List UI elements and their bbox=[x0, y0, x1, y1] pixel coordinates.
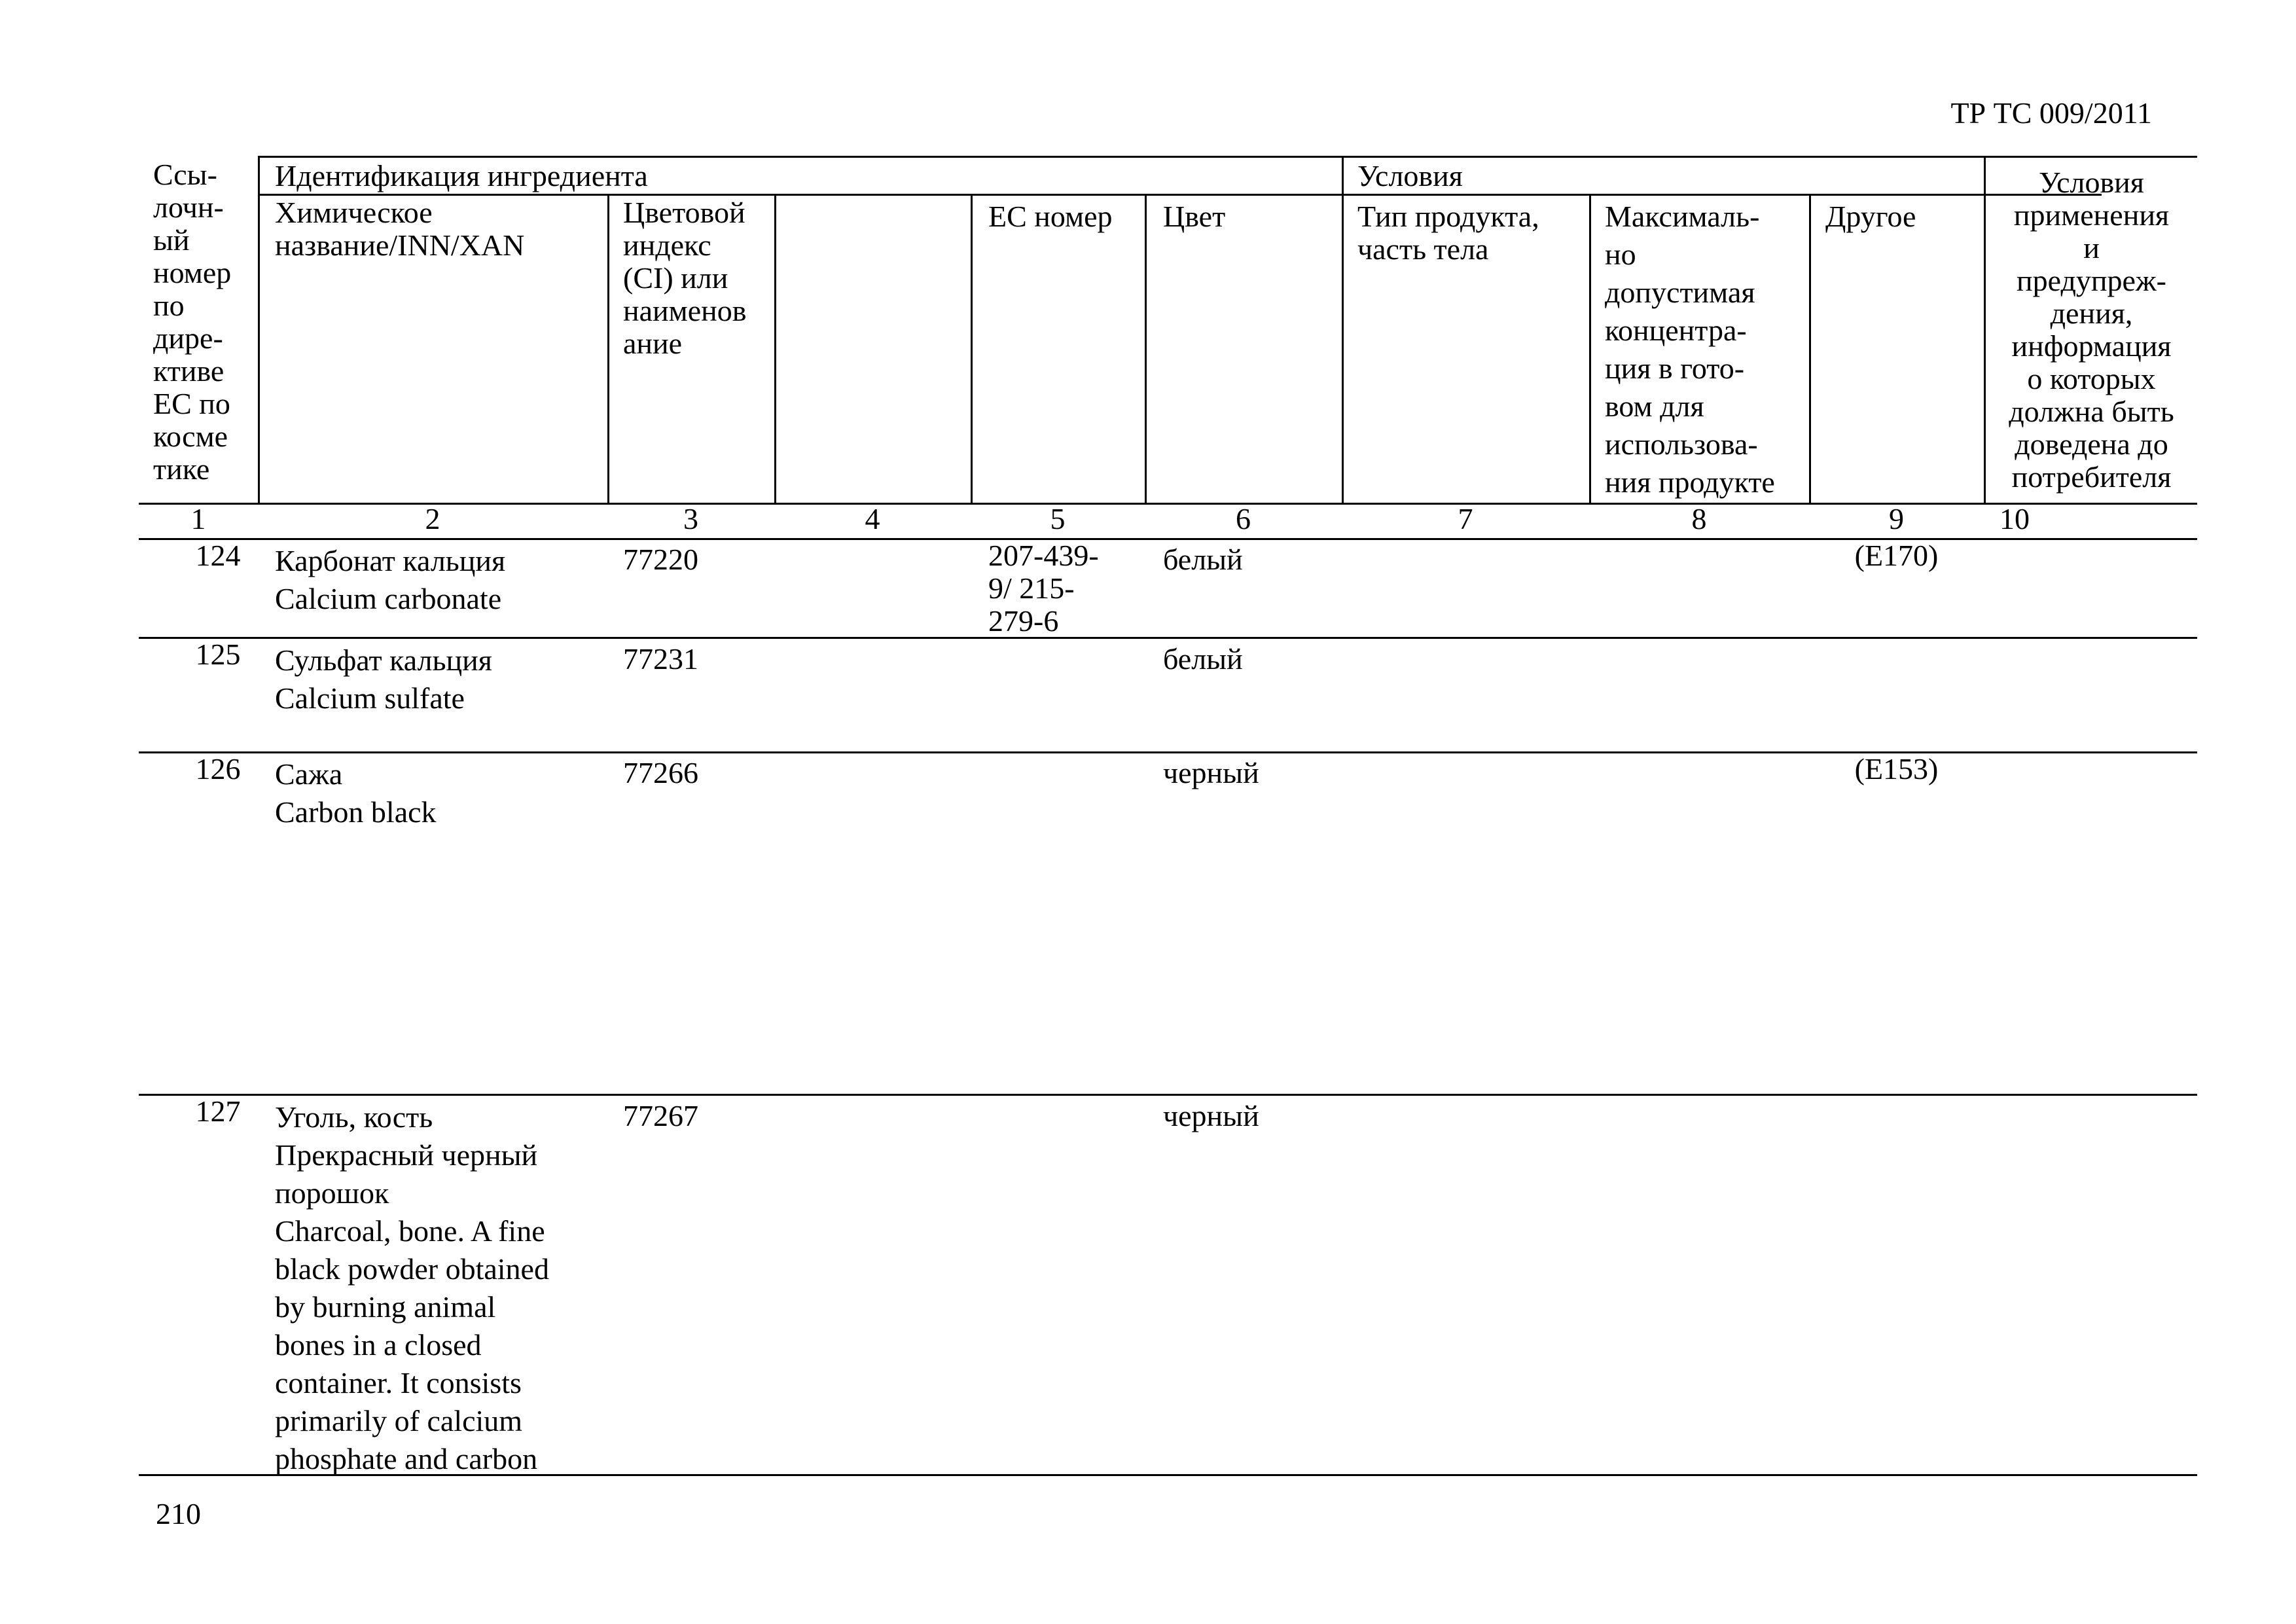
col-divider-5 bbox=[1145, 194, 1147, 504]
table-top-line bbox=[258, 156, 2197, 158]
row-124-bottom-line bbox=[139, 637, 2197, 639]
col-divider-1 bbox=[258, 156, 260, 504]
header-color-index: Цветовой индекс (CI) или наименов ание bbox=[623, 196, 747, 360]
header-product-type: Тип продукта, часть тела bbox=[1357, 200, 1539, 266]
column-number-1: 1 bbox=[190, 502, 206, 535]
header-other: Другое bbox=[1825, 200, 1916, 233]
col-divider-8 bbox=[1809, 194, 1811, 504]
column-number-4: 4 bbox=[865, 502, 880, 535]
column-number-10: 10 bbox=[2000, 502, 2030, 535]
column-number-8: 8 bbox=[1691, 502, 1707, 535]
row-name: Уголь, кость Прекрасный черный порошок Charcoal, bone. A fine black powder obtained by burning animal bones in a closed container. It consists primarily of calcium phosphate and carbon bbox=[275, 1100, 549, 1475]
column-number-6: 6 bbox=[1236, 502, 1251, 535]
header-max-concentration: Максималь- но допустимая концентра- ция в гото- вом для использова- ния продукте bbox=[1605, 200, 1775, 499]
row-ref: 125 bbox=[195, 638, 241, 671]
header-conditions: Условия bbox=[1357, 159, 1463, 192]
row-color: черный bbox=[1163, 756, 1259, 789]
col-divider-2 bbox=[607, 194, 609, 504]
header-ref-number: Ссы- лочн- ый номер по дире- ктиве ЕС по косме тике bbox=[153, 158, 232, 486]
column-number-3: 3 bbox=[683, 502, 698, 535]
row-other: (Е170) bbox=[1854, 539, 1939, 572]
col-divider-7 bbox=[1589, 194, 1591, 504]
row-126-bottom-line bbox=[139, 1094, 2197, 1096]
row-ci: 77231 bbox=[623, 642, 698, 676]
row-other: (Е153) bbox=[1854, 752, 1939, 785]
header-ec-number: ЕС номер bbox=[988, 200, 1113, 233]
header-color: Цвет bbox=[1163, 200, 1226, 233]
row-name: Сульфат кальция Calcium sulfate bbox=[275, 643, 492, 715]
header-identification: Идентификация ингредиента bbox=[275, 159, 648, 192]
page-number: 210 bbox=[156, 1497, 201, 1530]
row-ci: 77267 bbox=[623, 1099, 698, 1132]
col-divider-3 bbox=[774, 194, 776, 504]
row-color: белый bbox=[1163, 543, 1243, 576]
row-color: черный bbox=[1163, 1099, 1259, 1132]
column-number-5: 5 bbox=[1050, 502, 1066, 535]
row-color: белый bbox=[1163, 642, 1243, 676]
row-ref: 126 bbox=[195, 752, 241, 785]
subheader-line bbox=[258, 194, 2102, 196]
row-name: Карбонат кальция Calcium carbonate bbox=[275, 544, 506, 615]
row-ref: 127 bbox=[195, 1094, 241, 1128]
row-ec: 207-439- 9/ 215- 279-6 bbox=[988, 539, 1099, 638]
row-ci: 77266 bbox=[623, 756, 698, 789]
ingredients-table bbox=[139, 156, 2197, 1476]
header-warnings: Условия применения и предупреж- дения, информация о которых должна быть доведена до потребителя bbox=[2009, 166, 2174, 494]
row-name: Сажа Carbon black bbox=[275, 757, 437, 829]
column-number-9: 9 bbox=[1889, 502, 1904, 535]
row-ref: 124 bbox=[195, 539, 241, 572]
col-divider-4 bbox=[971, 194, 973, 504]
col-divider-6 bbox=[1342, 156, 1344, 504]
column-number-7: 7 bbox=[1458, 502, 1473, 535]
document-header: ТР ТС 009/2011 bbox=[1950, 96, 2152, 130]
header-chemical-name: Химическое название/INN/XAN bbox=[275, 196, 525, 262]
column-number-2: 2 bbox=[425, 502, 440, 535]
row-ci: 77220 bbox=[623, 543, 698, 576]
